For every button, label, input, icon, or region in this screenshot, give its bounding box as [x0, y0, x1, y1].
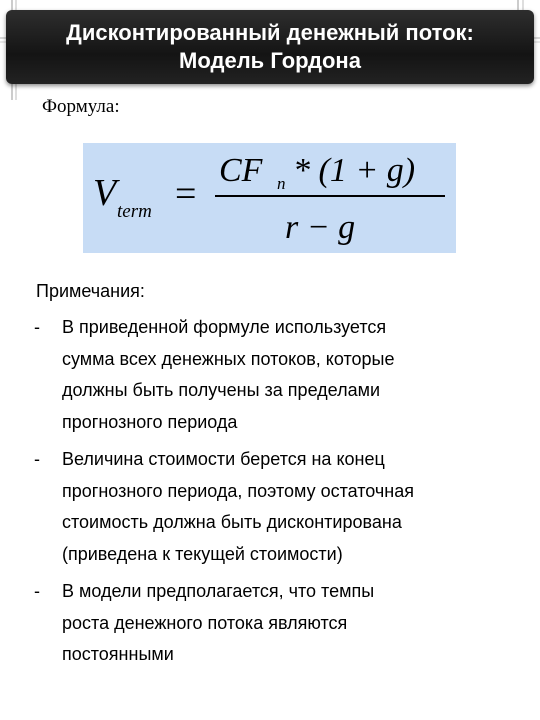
formula-lhs-symbol: V	[93, 172, 117, 214]
formula-equals: =	[175, 173, 197, 215]
formula-denominator: r − g	[285, 209, 356, 246]
note-line: постоянными	[62, 644, 174, 664]
formula-numerator-main: CF	[219, 152, 263, 189]
note-line: прогнозного периода	[62, 411, 238, 432]
note-item-3	[34, 576, 514, 671]
slide-title	[6, 10, 534, 84]
note-line: (приведена к текущей стоимости)	[62, 543, 343, 564]
slide-title-line-1: Дисконтированный денежный поток:	[66, 20, 474, 45]
note-line: прогнозного периода, поэтому остаточная	[62, 480, 415, 501]
note-bullet: -	[34, 449, 40, 469]
formula-numerator-rest: * (1 + g)	[293, 152, 416, 189]
formula-label: Формула:	[42, 96, 120, 117]
formula-lhs-subscript: term	[117, 201, 152, 222]
note-item-1	[34, 312, 514, 438]
note-line: В приведенной формуле используется	[62, 317, 387, 337]
gordon-formula	[83, 143, 456, 253]
formula-numerator-subscript: n	[277, 174, 286, 193]
slide-title-line-2: Модель Гордона	[179, 48, 361, 73]
formula-box	[83, 143, 456, 253]
note-bullet: -	[34, 581, 40, 601]
note-line: роста денежного потока являются	[62, 612, 348, 633]
note-line: сумма всех денежных потоков, которые	[62, 348, 395, 369]
note-line: стоимость должна быть дисконтирована	[62, 512, 402, 532]
note-line: В модели предполагается, что темпы	[62, 581, 375, 601]
notes-heading: Примечания:	[36, 281, 145, 301]
note-bullet: -	[34, 317, 40, 337]
note-line: должны быть получены за пределами	[62, 380, 381, 400]
note-item-2	[34, 444, 514, 570]
note-line: Величина стоимости берется на конец	[62, 449, 385, 469]
